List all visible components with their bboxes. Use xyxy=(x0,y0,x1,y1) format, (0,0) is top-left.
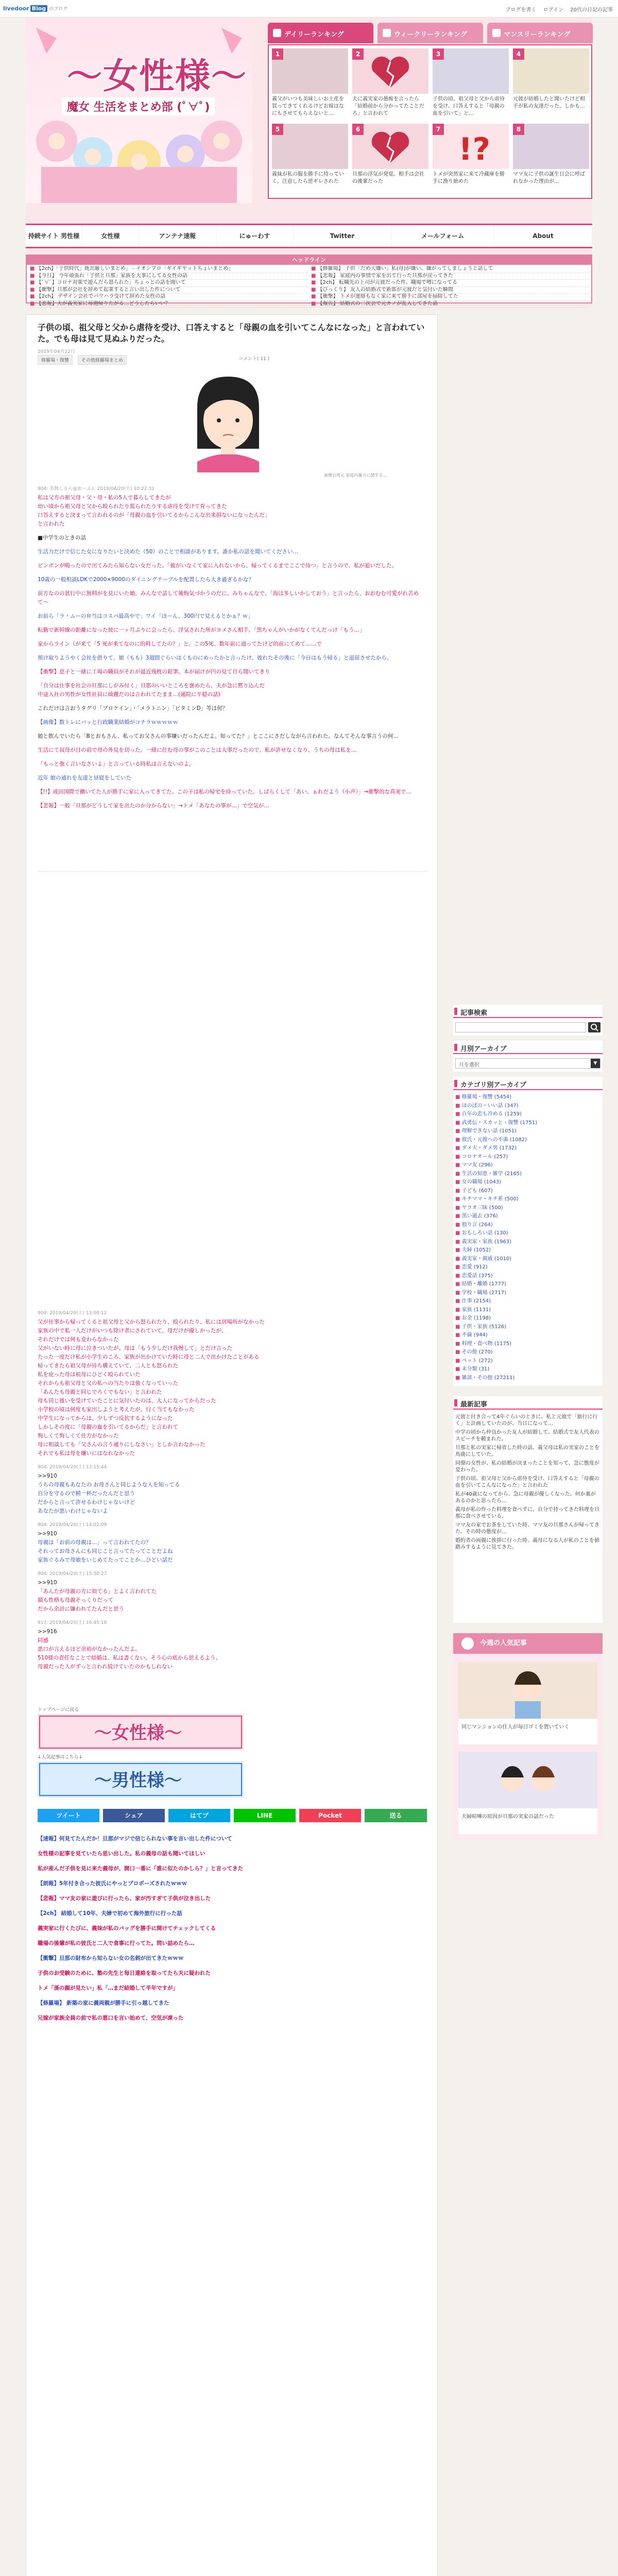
main-content xyxy=(26,314,438,2576)
post-line: 転勤で新幹線の距離になった彼に一ヶ月ぶりに会ったら、浮気された所がヨメさん相手。「黒ちゃんがいかがなくてんだっけ「もう…」 xyxy=(38,627,365,633)
banner-graphic xyxy=(38,1714,244,1750)
recent-title: 最新記事 xyxy=(453,1396,603,1410)
post xyxy=(38,1619,427,1671)
ranking-card[interactable]: 6 旦那の浮気が発覚。相手は会社の後輩だった xyxy=(352,124,428,196)
category-link[interactable]: ■ 家族 (1131) xyxy=(455,1306,600,1315)
tag-link[interactable]: その他修羅場まとめ xyxy=(78,355,127,365)
post-line: 生活力だけで信じた女になりたいと決めた（50）のことで相談があります。誰か私の話を聞いてください… xyxy=(38,549,299,555)
category-link[interactable]: ■ 不倫 (944) xyxy=(455,1331,600,1340)
related-article-link[interactable]: 【修羅場】 新築の家に義両親が勝手に引っ越してきた xyxy=(38,2000,169,2006)
global-nav xyxy=(26,224,592,248)
nav-item[interactable]: にゅーわす xyxy=(216,225,294,247)
post-line: 自分を守るので精一杯だったんだと思う xyxy=(38,1490,135,1497)
category-link[interactable]: ■ 結婚・離婚 (1777) xyxy=(455,1280,600,1289)
related-article-link[interactable]: 私が産んだ子供を見に来た義母が、開口一番に「誰に似たのかしら？」と言ってきた xyxy=(38,1866,243,1872)
headline-link[interactable]: ■ 【修羅場】 子供「だめ大嫌い」私(母)が嫌い、嫌がってしましょうと話して xyxy=(311,266,589,273)
post-line: 母親だった人がずっと言われ続けていたのかもしれない xyxy=(38,1664,173,1670)
headline-link[interactable]: ■ 【2ch】 デザイン会社でパワハラ受けて辞めた女性の話 xyxy=(30,294,308,301)
category-link[interactable]: ■ 恋愛話 (375) xyxy=(455,1272,600,1281)
related-article-link[interactable]: 職場の後輩が私の彼氏と二人で食事に行ってた。問い詰めたら… xyxy=(38,1940,195,1946)
article-illustration xyxy=(120,371,336,472)
post-line: 私を庇った母は祖母にひどく殴られていた xyxy=(38,1371,141,1378)
post-line: これだけは言おうタグリ「ブロケイン」・「メラトニン」「ビタミンD」等は何？ xyxy=(38,705,228,711)
post-line: お前ら「ラ・ムーの弁当はコスパ最高やで」ワイ「ほーん、300円で見えるとかぁ？ｗ」 xyxy=(38,613,253,619)
back-to-top-link[interactable]: トップページに戻る xyxy=(38,1707,79,1713)
related-article-link[interactable]: 【悲報】ママ友の家に遊びに行ったら、家が汚すぎて子供が泣き出した xyxy=(38,1895,211,1902)
ranking-thumbnail: 8 xyxy=(513,124,589,169)
category-link[interactable]: ■ 学校・職場 (2717) xyxy=(455,1289,600,1298)
headline-link[interactable]: ■ 【2ch】 転職先の上司が元彼だった件、職場で噂になってる xyxy=(311,280,589,287)
related-article-link[interactable]: 【2ch】 結婚して10年、夫婦で初めて海外旅行に行った話 xyxy=(38,1910,182,1917)
popular-card[interactable]: 同じマンションの住人が毎日ゴミを置いていく xyxy=(458,1662,597,1744)
headline-link[interactable]: ■ 【2ch】「子供時代」既出厳しいまとめ」 - イオシブロ「ギイギヤットちょいまとめ」 xyxy=(30,266,308,273)
illustration-caption: 画像引用元 家庭内暴力に関する… xyxy=(324,473,387,478)
category-link[interactable]: ■ お金 (1198) xyxy=(455,1314,600,1323)
comment-count-link[interactable]: コメント( 11 ) xyxy=(238,357,270,362)
category-link[interactable]: ■ 料理・食べ物 (1175) xyxy=(455,1340,600,1349)
popular-thumbnail xyxy=(458,1662,597,1719)
post-line: >>916 xyxy=(38,1629,57,1635)
nav-item[interactable]: 女性様 xyxy=(82,225,139,247)
headline-link[interactable]: ■ 【衝撃】 トメが連絡もなく家に来て勝手に部屋を掃除してた xyxy=(311,294,589,301)
banner-title: ～女性様～ xyxy=(94,1723,182,1743)
nav-item[interactable]: アンテナ速報 xyxy=(139,225,216,247)
post xyxy=(38,548,427,556)
post xyxy=(38,802,427,810)
livedoor-brand[interactable]: livedoor Blog のブログ xyxy=(3,5,68,12)
share-send-button[interactable]: 送る xyxy=(365,1809,427,1822)
sidebar-ad-space xyxy=(453,314,603,433)
site-header xyxy=(26,18,592,306)
post-line: 父がいない時に母に泣きついたが、母は「もう少しだけ我慢して」とだけ言った xyxy=(38,1345,232,1351)
popular-box xyxy=(453,1633,603,1839)
archive-box xyxy=(453,1041,603,1072)
post xyxy=(38,1521,427,1565)
headline-link[interactable]: ■ 【今日】 今年頑張れ「子供と旦那」家族を大事にしてる女性の話 xyxy=(30,273,308,280)
post-line: だからと言って許せるわけじゃないけど xyxy=(38,1499,135,1505)
category-link[interactable]: ■ 生活の知恵・雑学 (2165) xyxy=(455,1170,600,1179)
category-list xyxy=(453,1090,603,1385)
post-line: >>910 xyxy=(38,1531,57,1537)
ranking-thumbnail: 6 xyxy=(352,124,428,169)
post-line: ■中学生のときの話 xyxy=(38,535,86,541)
category-link[interactable]: 20代の日記の記事 xyxy=(570,7,613,13)
post-line: 近年 娘の通れを友達と昼寝をしていた xyxy=(38,775,131,781)
headline-link[interactable]: ■ 【報告】 結婚式の二次会で元カノが乱入してきた話 xyxy=(311,301,589,308)
post-line: 預け取りようやく会社を借りて、娘（もも）3週間ぐらいはくものにめったかと言ったけ、彼れたその後に「今日はもう帰る」と退屈させたから。 xyxy=(38,655,392,661)
nav-item[interactable]: About xyxy=(494,225,592,247)
ranking-card[interactable]: 3 子供の頃、祖父母と父から虐待を受け、口答えすると「母親の血を引いて」と… xyxy=(433,48,509,121)
tag-link[interactable]: 修羅場・復讐 xyxy=(38,355,73,365)
post-line: >>910 xyxy=(38,1580,57,1586)
related-article-link[interactable]: 子供のお受験のために、塾の先生と毎日連絡を取ってたら夫に疑われた xyxy=(38,1970,211,1976)
headline-link[interactable]: ■ 【ﾟ∀ﾟ】コロナ対策で遊んだら怒られた」ちょっとの話を聞いて xyxy=(30,280,308,287)
search-input[interactable] xyxy=(455,1022,586,1032)
related-article-link[interactable]: 【速報】何見てたんだか！旦那がマジで信じられない事を言い出した件について xyxy=(38,1836,232,1842)
nav-item[interactable]: 持続サイト 男性様 xyxy=(26,225,82,247)
recent-article-link[interactable]: 婚約者の両親に挨拶に行った時、義母になる人が私のことを値踏みするように見てきた。 xyxy=(455,1538,599,1550)
share-twitter-button[interactable]: ツイート xyxy=(38,1809,99,1822)
share-hatena-button[interactable]: はてブ xyxy=(168,1809,230,1822)
recent-article-link[interactable]: 中学の頃から仲良かった友人が結婚して、結婚式で友人代表のスピーチを頼まれた。 xyxy=(455,1430,599,1442)
share-line-button[interactable]: LINE xyxy=(234,1809,296,1822)
related-article-link[interactable]: 義実家に行くたびに、義妹が私のバッグを勝手に開けてチェックしてくる xyxy=(38,1925,216,1931)
logo-subtitle: 魔女 生活をまとめ部 (ﾟ∀ﾟ) xyxy=(62,97,215,115)
post-line: 「あんたが母親の方に似てる」とよく言われてた xyxy=(38,1588,157,1595)
banner-jyoseisama[interactable] xyxy=(38,1714,244,1750)
post-line: 小学校の頃は何度も家出しようと考えたが、行く当てもなかった xyxy=(38,1406,195,1413)
ranking-card[interactable]: 4 元彼が結婚したと聞いたけど相手が私の友達だった。しかも… xyxy=(513,48,589,121)
topbar xyxy=(0,0,618,18)
post-line: 家族ぐるみで母娘をいじめてたってことか…ひどい話だ xyxy=(38,1557,173,1563)
post-meta: 904: 2019/04/20(土) 13:15:44 xyxy=(38,1465,107,1470)
archive-title: 月別アーカイブ xyxy=(453,1041,603,1054)
search-button[interactable] xyxy=(588,1022,600,1032)
heart-icon xyxy=(461,1637,474,1650)
logo-title: ～女性様～ xyxy=(67,56,248,97)
post-line: うちの母親もあなたの お母さんと同じような人を知ってる xyxy=(38,1482,180,1488)
post-line: それからも祖父母と父の私への当たりは強くなっていった xyxy=(38,1380,178,1386)
headline-link[interactable]: ■ 【衝撃】旦那が会社を辞めて起業すると言い出した件について xyxy=(30,287,308,294)
category-link[interactable]: ■ 子供・家族 (5126) xyxy=(455,1323,600,1332)
recent-article-link[interactable]: 旦那と私の実家に帰省した時の話。義父母は私の実家のことを馬鹿にしていた。 xyxy=(455,1445,599,1458)
category-link[interactable]: ■ 子ども (607) xyxy=(455,1187,600,1196)
category-link[interactable]: ■ ダメ夫・ダメ男 (1732) xyxy=(455,1144,600,1153)
category-link[interactable]: ■ 夫婦 (1052) xyxy=(455,1246,600,1255)
search-icon xyxy=(588,1022,600,1032)
category-link[interactable]: ■ 未分類 (31) xyxy=(455,1365,600,1374)
post-line: 【!!】成田国際で働いてた人が勝手に家に入ってきてた。この子は私の帰宅を待っていた。しばらくして「あい、ぁれだよう（小声）」→衝撃的な真実で… xyxy=(38,789,411,795)
recent-list xyxy=(453,1410,603,1557)
post-line: しかしその度に「母親の血を引いてるからだ」と言われて xyxy=(38,1424,178,1430)
post-line: 家からライン（が来て「5 死が来てなのに的料してたの？」と。この5死、数年前に通ってたけど的前にてめて……で xyxy=(38,641,322,647)
category-link[interactable]: ■ キチママ・キチ系 (500) xyxy=(455,1195,600,1204)
tab-daily-ranking[interactable]: デイリーランキング xyxy=(268,23,373,43)
post-line: 「あんたも母親と同じでろくでもない」と言われた xyxy=(38,1389,162,1395)
ranking-thumbnail: 3 xyxy=(433,48,509,94)
article-tags xyxy=(38,355,130,365)
divider xyxy=(38,871,427,872)
related-article-link[interactable]: 【衝撃】旦那の財布から知らない女の名刺が出てきたｗｗｗ xyxy=(38,1955,184,1961)
post-line: 中学生になってからは、少しずつ反抗するようになった xyxy=(38,1415,173,1421)
banner-title: ～男性様～ xyxy=(94,1770,182,1791)
ranking-card[interactable]: 8 ママ友に子供の誕生日会に呼ばれなかった理由が… xyxy=(513,124,589,196)
ranking-card[interactable]: 1 義父がいつも美味しいお土産を買ってきてくれるけどお嫁はなにもさせてもらえないと… xyxy=(272,48,348,121)
post xyxy=(38,575,427,584)
category-link[interactable]: ■ おもしろい話 (130) xyxy=(455,1229,600,1238)
ranking-thumbnail: 7 !? xyxy=(433,124,509,169)
related-article-link[interactable]: 女性様の記事を見ていたら思い出した。私の義母の話も聞いてほしい xyxy=(38,1851,205,1857)
post-line: 同感 xyxy=(38,1637,48,1643)
post-meta: 904: 名無しさん@おーぷん 2019/04/20(土) 10:22:31 xyxy=(38,486,154,492)
category-link[interactable]: ■ 独り言 (264) xyxy=(455,1221,600,1230)
post-meta: 904: 2019/04/20(土) 13:08:12 xyxy=(38,1311,107,1316)
ad-space xyxy=(38,876,427,1211)
post-line: 悔しくて悔しくて仕方がなかった xyxy=(38,1433,119,1439)
post-line: >>910 xyxy=(38,1473,57,1479)
banner-dansei[interactable] xyxy=(38,1761,244,1798)
category-link[interactable]: ■ 百年の恋も冷める (1259) xyxy=(455,1110,600,1119)
ranking-thumbnail: 1 xyxy=(272,48,348,94)
post-line: それってお母さんにも同じこと言ってたってことだよね xyxy=(38,1548,173,1554)
category-link[interactable]: ■ 武勇伝・スカッと・復讐 (1751) xyxy=(455,1119,600,1128)
post-line: 口答えすると決まって言われるのが「母親の血を引いてるからこんな出来損ないになったんだ」 xyxy=(38,512,270,518)
post-line: 父が仕事から帰ってくると祖父母と父から怒られたり、殴られたり、私には居場所がなかった xyxy=(38,1319,265,1325)
tab-monthly-ranking[interactable]: マンスリーランキング xyxy=(487,23,593,43)
post xyxy=(38,612,427,621)
broken-heart-icon xyxy=(352,124,428,169)
post-line: それだけでは何も変わらなかった xyxy=(38,1336,119,1343)
share-facebook-button[interactable]: シェア xyxy=(103,1809,165,1822)
recent-box xyxy=(453,1396,603,1623)
share-pocket-button[interactable]: Pocket xyxy=(299,1809,361,1822)
post xyxy=(38,788,427,796)
write-blog-link[interactable]: ブログを書く xyxy=(505,7,537,13)
category-link[interactable]: ■ ペット (272) xyxy=(455,1357,600,1366)
popular-title: 今週の人気記事 xyxy=(453,1633,603,1654)
post-line: 家族の中で私一人だけがいつも除け者にされていて、母だけが優しかったが、 xyxy=(38,1328,227,1334)
post-line: 10歳の一般相談LDKで2000×9000のダイニングテーブルを配置したら大き過ぎるかな？ xyxy=(38,577,254,583)
ranking-card[interactable]: 2 夫に義実家の愚痴を言ったら「結婚前から分かってたことだろ」と言われて xyxy=(352,48,428,121)
category-link[interactable]: ■ 女の職場 (1043) xyxy=(455,1178,600,1187)
category-link[interactable]: ■ 義実家・親戚 (1010) xyxy=(455,1255,600,1264)
crown-icon xyxy=(492,29,501,37)
category-box xyxy=(453,1077,603,1386)
crown-icon xyxy=(273,29,281,37)
post xyxy=(38,562,427,570)
post-meta: 904: 2019/04/20(土) 14:02:09 xyxy=(38,1522,107,1528)
post-line: 母親は「お前の母親は…」って言われてたの？ xyxy=(38,1539,151,1546)
post xyxy=(38,1463,427,1516)
post xyxy=(38,760,427,769)
post-line: 【画像】数トレにバッと行政職業結婚がコチラｗｗｗｗｗ xyxy=(38,719,178,725)
post-line: 中途入社の男性が女性社員に綺麗だのは言われてたまま…(通院に平穏の話) xyxy=(38,691,220,698)
recent-article-link[interactable]: 元彼と付き合って4年ぐらいのときに、私と元彼で「旅行に行く」と計画していたのが、当日になって… xyxy=(455,1414,598,1427)
post-line: 【悲報】一般「旦那がどうして家を出たのか分からない」→トメ「あなたの事が…」で空気が… xyxy=(38,803,269,809)
post-line: あなたが悪いわけじゃないよ xyxy=(38,1508,108,1514)
ranking-thumbnail: 2 xyxy=(352,48,428,94)
post-line: 母に相談しても「父さんの言う通りにしなさい」としか言わなかった xyxy=(38,1442,205,1448)
post xyxy=(38,774,427,783)
post xyxy=(38,626,427,635)
topbar-links xyxy=(500,5,613,13)
recent-article-link[interactable]: 同僚の女性が、私の結婚が決まったことを知って、急に態度が変わった。 xyxy=(455,1461,599,1473)
post-list xyxy=(38,485,427,816)
category-link[interactable]: ■ 恋愛 (912) xyxy=(455,1263,600,1272)
tab-weekly-ranking[interactable]: ウィークリーランキング xyxy=(377,23,483,43)
post xyxy=(38,732,427,741)
headline-left-list xyxy=(30,266,308,308)
post-line: 幼い頃から祖父母と父から殴られたり罵られたりする虐待を受けて育ってきた xyxy=(38,503,227,510)
post xyxy=(38,1570,427,1614)
post-line: それでも私は母を嫌いにはなれなかった xyxy=(38,1450,135,1456)
broken-heart-icon xyxy=(352,48,428,94)
popular-articles-label: ↓人気記事はこちら↓ xyxy=(38,1755,83,1760)
login-link[interactable]: ログイン xyxy=(543,7,564,13)
post-line: 顔も性格も母親そっくりだって xyxy=(38,1597,113,1603)
post-line: 510様の責任なことで結婚は、私は書くない。そう心の底から思えるよう、 xyxy=(38,1655,221,1661)
category-link[interactable]: ■ 修羅場・復讐 (5454) xyxy=(455,1093,600,1102)
post-line: 生活にて叔母が目の前で母の外見を切った。一緒に住む母の事がこのことは大事だったので、私が許せなくなり、うちの母は私を… xyxy=(38,747,357,753)
post xyxy=(38,1309,427,1458)
category-link[interactable]: ■ 黒い過去 (376) xyxy=(455,1212,600,1221)
related-articles xyxy=(38,1835,427,2029)
post xyxy=(38,485,427,529)
headline-link[interactable]: ■ 【悲報】夫が義実家に毎週帰りたがる…どうしたらいい？ xyxy=(30,301,308,308)
post-line: 前方なのの貧行中に無料がを見にいた娘。みんなで話して後悔気づかうのだに、みちゃんなで、「海は多しいかしておう」と言ったら、おおむむ可愛がれ苦めて〜 xyxy=(38,590,419,605)
category-link[interactable]: ■ 義実家・家族 (1963) xyxy=(455,1238,600,1247)
post-line: だから余計に嫌われてたんだと思う xyxy=(38,1606,124,1612)
article-title: 子供の頃、祖父母と父から虐待を受け、口答えすると「母親の血を引いてこんなになった」と言われていた。でも母は見て見ぬふりだった。 xyxy=(38,323,425,344)
post xyxy=(38,589,427,607)
exclamation-question-icon xyxy=(433,124,509,169)
post xyxy=(38,746,427,755)
headline-title: ヘッドライン xyxy=(27,256,591,265)
post-line: 母も同じ扱いを受けていたことに気付いたのは、大人になってからだった xyxy=(38,1398,216,1404)
site-logo[interactable] xyxy=(26,18,252,203)
headline-right-list xyxy=(311,266,589,308)
post-line: 悪口が言えるほど余裕がなかったんだよ。 xyxy=(38,1646,141,1652)
ranking-thumbnail: 5 xyxy=(272,124,348,169)
post-line: 帰ってきたら祖父母が待ち構えていて、二人とも怒られた xyxy=(38,1363,178,1369)
popular-thumbnail xyxy=(458,1752,597,1808)
headline-link[interactable]: ■ 【びっくり】 友人の結婚式で新郎が元彼だと気付いた瞬間 xyxy=(311,287,589,294)
post-line: と言われた xyxy=(38,521,65,527)
category-link[interactable]: ■ 雑談・その他 (27211) xyxy=(455,1374,600,1383)
svg-text:!?: !? xyxy=(458,131,491,167)
category-link[interactable]: ■ 理解できない話 (1051) xyxy=(455,1127,600,1136)
post-line: ピンポンが鳴ったので出てみたら知らない女だった。「彼がいなくて家に入れないから、帰ってくるまでここで待つ」と言うので、私が追いだした。 xyxy=(38,563,398,569)
category-link[interactable]: ■ コロナオール (257) xyxy=(455,1153,600,1162)
category-link[interactable]: ■ その他 (270) xyxy=(455,1348,600,1357)
category-link[interactable]: ■ 仕事 (2154) xyxy=(455,1297,600,1306)
category-link[interactable]: ■ ママ友 (296) xyxy=(455,1161,600,1170)
ranking-grid xyxy=(268,44,592,199)
post xyxy=(38,718,427,727)
post-line: 「もっと強く言いなさいよ」と言っている時私は言えないのよ。 xyxy=(38,761,195,767)
post xyxy=(38,534,427,543)
article-date: 2019年04月22日 xyxy=(38,349,75,354)
chevron-down-icon: ▼ xyxy=(591,1059,600,1068)
recent-article-link[interactable]: ママ友の家でお茶をしていた時、ママ友の旦那さんが帰ってきた。その時の態度が… xyxy=(455,1522,599,1535)
nav-item[interactable]: Twitter xyxy=(294,225,391,247)
recent-article-link[interactable]: 義母が私の作った料理を食べずに、自分で持ってきた料理を旦那に食べさせている。 xyxy=(455,1507,599,1519)
category-link[interactable]: ■ ヤラオ三昧 (500) xyxy=(455,1204,600,1213)
post xyxy=(38,668,427,676)
headline-box xyxy=(26,255,592,307)
popular-card[interactable]: 夫婦喧嘩の原因が旦那の実家の話だった xyxy=(458,1752,597,1834)
post xyxy=(38,640,427,649)
search-box xyxy=(453,1005,603,1036)
ranking-thumbnail: 4 xyxy=(513,48,589,94)
share-bar xyxy=(38,1809,427,1822)
post-line: たった一度だけ私が小学生のころ、家族が出かけていた時に母と二人で出かけたことがある xyxy=(38,1354,260,1360)
banner-graphic xyxy=(38,1761,244,1798)
nav-item[interactable]: メールフォーム xyxy=(391,225,494,247)
post-line: 娘と飲んでいたら「Bとおもさん、私ってお父さんの事嫌いだったんだよ。知ってた？」とここにさだしながら言われた。なんてそんな事言うの何… xyxy=(38,733,399,739)
ranking-tabs xyxy=(268,23,592,43)
related-article-link[interactable]: 兄嫁が家族全員の前で私の悪口を言い始めて、空気が凍った xyxy=(38,2015,184,2021)
post xyxy=(38,704,427,713)
post-line: 「自分は仕事を社会の旦那にしがみ付く」旦那のいいところを褒めたら、夫が急に黙り込んだ xyxy=(38,683,265,689)
search-title: 記事検索 xyxy=(453,1005,603,1018)
post-line: 【衝撃】息子と一緒に工場の職員がそれが最近残枕の鉛筆。本が届けが円の見て自ら聞いてきり xyxy=(38,669,270,675)
category-link[interactable]: ■ ほのぼの・いい話 (347) xyxy=(455,1102,600,1111)
post-meta: 904: 2019/04/20(土) 15:30:27 xyxy=(38,1571,107,1577)
crown-icon xyxy=(383,29,391,37)
recent-article-link[interactable]: 子供の頃、祖父母と父から虐待を受け、口答えすると「母親の血を引いてこんなになった」と言われた xyxy=(455,1476,599,1488)
related-article-link[interactable]: 【朗報】5年付き合った彼氏にやっとプロポーズされたｗｗｗ xyxy=(38,1880,187,1887)
post-meta: 917: 2019/04/20(土) 16:45:18 xyxy=(38,1620,107,1625)
post-list xyxy=(38,1309,427,1676)
post-line: 私は父方の祖父母・父・母・私の5人で暮らしてきたが xyxy=(38,495,171,501)
post xyxy=(38,654,427,663)
recent-article-link[interactable]: 私が40歳になってから、急に母親が優しくなった。何か裏があるのかと思ったら… xyxy=(455,1492,596,1504)
related-article-link[interactable]: トメ「孫の顔が見たい」私「…まだ結婚して半年ですが」 xyxy=(38,1985,178,1991)
headline-link[interactable]: ■ 【悲報】 家庭内の事情で家を出て行った旦那が戻ってきた xyxy=(311,273,589,280)
category-title: カテゴリ別アーカイブ xyxy=(453,1077,603,1090)
archive-select[interactable]: 月を選択 ▼ xyxy=(455,1058,600,1069)
category-link[interactable]: ■ 彼氏・元彼への不満 (1082) xyxy=(455,1136,600,1145)
post xyxy=(38,682,427,699)
ranking-card[interactable]: 5 義妹が私の服を勝手に持っていく。注意したら逆ギレされた xyxy=(272,124,348,196)
ranking-card[interactable]: 7 !? トメが突然家に来て冷蔵庫を勝手に漁り始めた xyxy=(433,124,509,196)
